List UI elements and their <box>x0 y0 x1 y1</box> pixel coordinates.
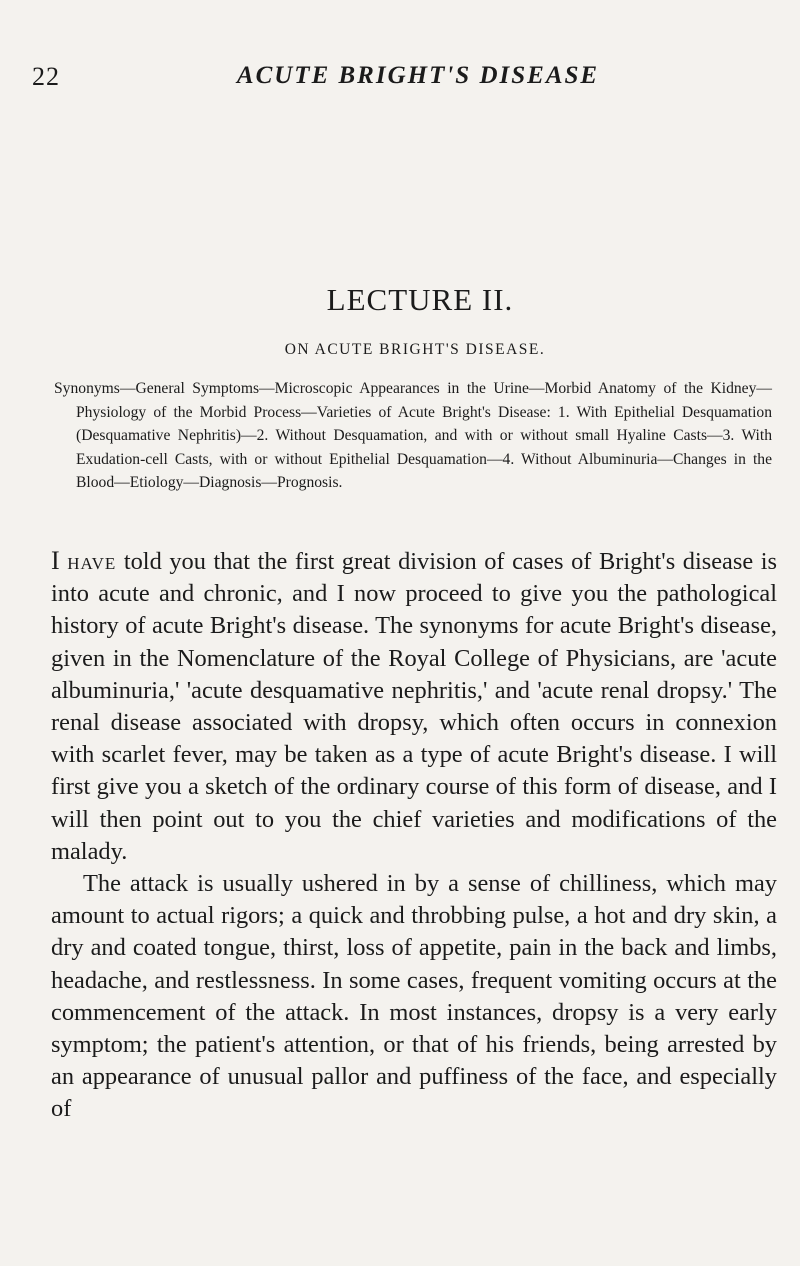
chapter-synopsis: Synonyms—General Symptoms—Microscopic Appearances in the Urine—Morbid Anatomy of the Kidney—Physiology of the Morbid Process—Varieties of Acute Bright's Disease: 1. With Epithelial Desquamation (Desquamative Nephritis)—2. Without Desquamation, and with or without small Hyaline Casts—3. With Exudation-cell Casts, with or without Epithelial Desquamation—4. Without Albuminuria—Changes in the Blood—Etiology—Diagnosis—Prognosis. <box>54 380 772 491</box>
running-head <box>0 62 800 92</box>
running-title: ACUTE BRIGHT'S DISEASE <box>236 62 600 89</box>
paragraph-1-text: told you that the first great division of cases of Bright's disease is into acute and chronic, and I now proceed to give you the pathological history of acute Bright's disease. The synonyms for acute Bright's disease, given in the Nomenclature of the Royal College of Physicians, are 'acute albuminuria,' 'acute desquamative nephritis,' and 'acute renal dropsy.' The renal disease associated with dropsy, which often occurs in connexion with scarlet fever, may be taken as a type of acute Bright's disease. I will first give you a sketch of the ordinary course of this form of disease, and I will then point out to you the chief varieties and modifications of the malady. <box>51 548 777 865</box>
paragraph-2: The attack is usually ushered in by a sense of chilliness, which may amount to actual rigors; a quick and throbbing pulse, a hot and dry skin, a dry and coated tongue, thirst, loss of appetite, pain in the back and limbs, headache, and restlessness. In some cases, frequent vomiting occurs at the commencement of the attack. In most instances, dropsy is a very early symptom; the patient's attention, or that of his friends, being arrested by an appearance of unusual pallor and puffiness of the face, and especially of <box>51 870 777 1123</box>
body-text <box>51 545 777 1126</box>
lecture-subtitle: ON ACUTE BRIGHT'S DISEASE. <box>284 341 546 358</box>
page-number: 22 <box>32 62 60 91</box>
lecture-title: LECTURE II. <box>326 282 514 317</box>
initial-letter: I <box>51 546 60 575</box>
paragraph-1 <box>51 545 777 868</box>
opening-words: have <box>67 548 117 575</box>
